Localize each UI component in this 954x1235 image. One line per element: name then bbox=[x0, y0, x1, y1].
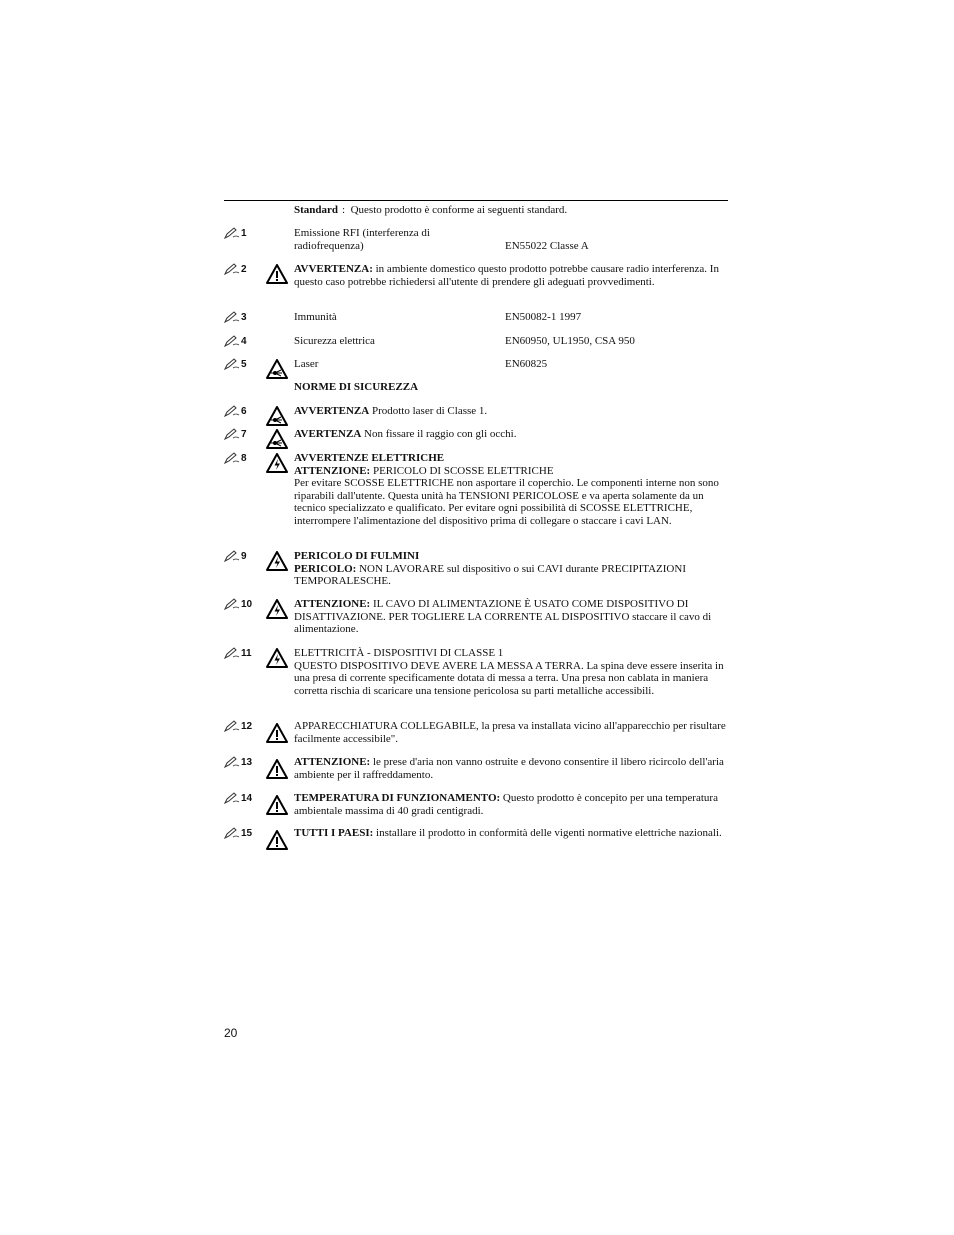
pen-icon bbox=[224, 428, 240, 440]
pen-icon bbox=[224, 335, 240, 347]
list-item bbox=[224, 550, 728, 590]
pen-icon bbox=[224, 550, 240, 562]
pen-icon bbox=[224, 756, 240, 768]
item-number: 10 bbox=[241, 599, 253, 610]
laser-warning-icon bbox=[266, 429, 288, 449]
item-text: PERICOLO DI FULMINI PERICOLO: NON LAVORARE sul dispositivo o sui CAVI durante PRECIPITAZIONI TEMPORALESCHE. bbox=[294, 550, 686, 587]
item-number: 4 bbox=[241, 336, 247, 347]
list-item bbox=[224, 227, 728, 255]
list-item bbox=[224, 647, 728, 713]
item-number: 11 bbox=[241, 648, 252, 659]
list-item bbox=[224, 311, 728, 325]
item-label: Sicurezza elettrica bbox=[294, 335, 375, 347]
item-number: 9 bbox=[241, 551, 247, 562]
electric-warning-icon bbox=[266, 648, 288, 668]
general-warning-icon bbox=[266, 759, 288, 779]
pen-icon bbox=[224, 720, 240, 732]
item-number: 8 bbox=[241, 453, 247, 464]
item-label: Emissione RFI (interferenza di radiofrequenza) bbox=[294, 227, 430, 252]
general-warning-icon bbox=[266, 723, 288, 743]
item-standard: EN55022 Classe A bbox=[505, 239, 589, 252]
item-text: AVERTENZA Non fissare il raggio con gli occhi. bbox=[294, 428, 517, 440]
list-item bbox=[224, 263, 728, 303]
laser-warning-icon bbox=[266, 406, 288, 426]
pen-icon bbox=[224, 263, 240, 275]
item-text: ATTENZIONE: IL CAVO DI ALIMENTAZIONE È USATO COME DISPOSITIVO DI DISATTIVAZIONE. PER TOGLIERE LA CORRENTE AL DISPOSITIVO staccare il cavo di alimentazione. bbox=[294, 598, 712, 635]
item-label: Laser bbox=[294, 358, 319, 370]
top-rule bbox=[224, 200, 728, 201]
list-item bbox=[224, 792, 728, 820]
item-number: 6 bbox=[241, 406, 247, 417]
pen-icon bbox=[224, 311, 240, 323]
item-number: 2 bbox=[241, 264, 247, 275]
item-standard: EN50082-1 1997 bbox=[505, 311, 582, 323]
pen-icon bbox=[224, 792, 240, 804]
laser-warning-icon bbox=[266, 359, 288, 379]
item-label: Immunità bbox=[294, 311, 337, 323]
pen-icon bbox=[224, 227, 240, 239]
pen-icon bbox=[224, 358, 240, 370]
item-text: APPARECCHIATURA COLLEGABILE, la presa va installata vicino all'apparecchio per risultare facilmente accessibile". bbox=[294, 720, 726, 745]
section-heading: NORME DI SICUREZZA bbox=[294, 381, 419, 393]
item-text: AVVERTENZA Prodotto laser di Classe 1. bbox=[294, 405, 488, 417]
item-standard: EN60825 bbox=[505, 358, 548, 370]
list-item bbox=[224, 452, 728, 542]
pen-icon bbox=[224, 452, 240, 464]
pen-icon bbox=[224, 647, 240, 659]
electric-warning-icon bbox=[266, 551, 288, 571]
list-item bbox=[224, 428, 728, 450]
list-item bbox=[224, 335, 728, 349]
item-text: ELETTRICITÀ - DISPOSITIVI DI CLASSE 1 QUESTO DISPOSITIVO DEVE AVERE LA MESSA A TERRA. La spina deve essere inserita in una presa di corrente specificamente dotata di messa a terra. Una presa non cablata in maniera corretta rischia di scaricare una tensione pericolosa su parti metalliche accessibili. bbox=[294, 647, 724, 697]
list-item bbox=[224, 720, 728, 748]
item-number: 14 bbox=[241, 793, 253, 804]
item-number: 13 bbox=[241, 757, 253, 768]
pen-icon bbox=[224, 405, 240, 417]
standard-text: Questo prodotto è conforme ai seguenti standard. bbox=[350, 204, 568, 216]
general-warning-icon bbox=[266, 830, 288, 850]
pen-icon bbox=[224, 827, 240, 839]
general-warning-icon bbox=[266, 795, 288, 815]
item-number: 12 bbox=[241, 721, 253, 732]
item-number: 7 bbox=[241, 429, 247, 440]
electric-warning-icon bbox=[266, 453, 288, 473]
electric-warning-icon bbox=[266, 599, 288, 619]
page-number: 20 bbox=[224, 1026, 238, 1040]
item-standard: EN60950, UL1950, CSA 950 bbox=[505, 335, 635, 347]
list-item bbox=[224, 405, 728, 427]
pen-icon bbox=[224, 598, 240, 610]
item-number: 3 bbox=[241, 312, 247, 323]
item-number: 1 bbox=[241, 228, 247, 239]
item-text: AVVERTENZE ELETTRICHE ATTENZIONE: PERICOLO DI SCOSSE ELETTRICHE Per evitare SCOSSE ELETTRICHE non asportare il coperchio. Le componenti interne non sono riparabili dall'utente. Questa unità ha TENSIONI PERICOLOSE e va aperta solamente da un tecnico specializzato e qualificato. Per evitare ogni possibilità di SCOSSE ELETTRICHE, interrompere l'alimentazione del dispositivo prima di collegare o staccare i cavi LAN. bbox=[294, 452, 719, 527]
list-item bbox=[224, 756, 728, 784]
item-text: TEMPERATURA DI FUNZIONAMENTO: Questo prodotto è concepito per una temperatura ambientale massima di 40 gradi centigradi. bbox=[294, 792, 718, 817]
item-number: 15 bbox=[241, 828, 253, 839]
item-number: 5 bbox=[241, 359, 247, 370]
item-text: TUTTI I PAESI: installare il prodotto in conformità delle vigenti normative elettriche nazionali. bbox=[294, 827, 722, 839]
item-text: AVVERTENZA: in ambiente domestico questo prodotto potrebbe causare radio interferenza. In questo caso potrebbe richiedersi all'utente di prendere gli adeguati provvedimenti. bbox=[294, 263, 719, 288]
list-item bbox=[224, 358, 728, 380]
standard-label: Standard bbox=[294, 204, 339, 216]
list-item bbox=[224, 598, 728, 638]
standard-intro: Standard : Questo prodotto è conforme ai seguenti standard. bbox=[294, 204, 568, 216]
list-item bbox=[224, 827, 728, 855]
item-text: ATTENZIONE: le prese d'aria non vanno ostruite e devono consentire il libero ricircolo dell'aria ambiente per il raffreddamento. bbox=[294, 756, 724, 781]
general-warning-icon bbox=[266, 264, 288, 284]
